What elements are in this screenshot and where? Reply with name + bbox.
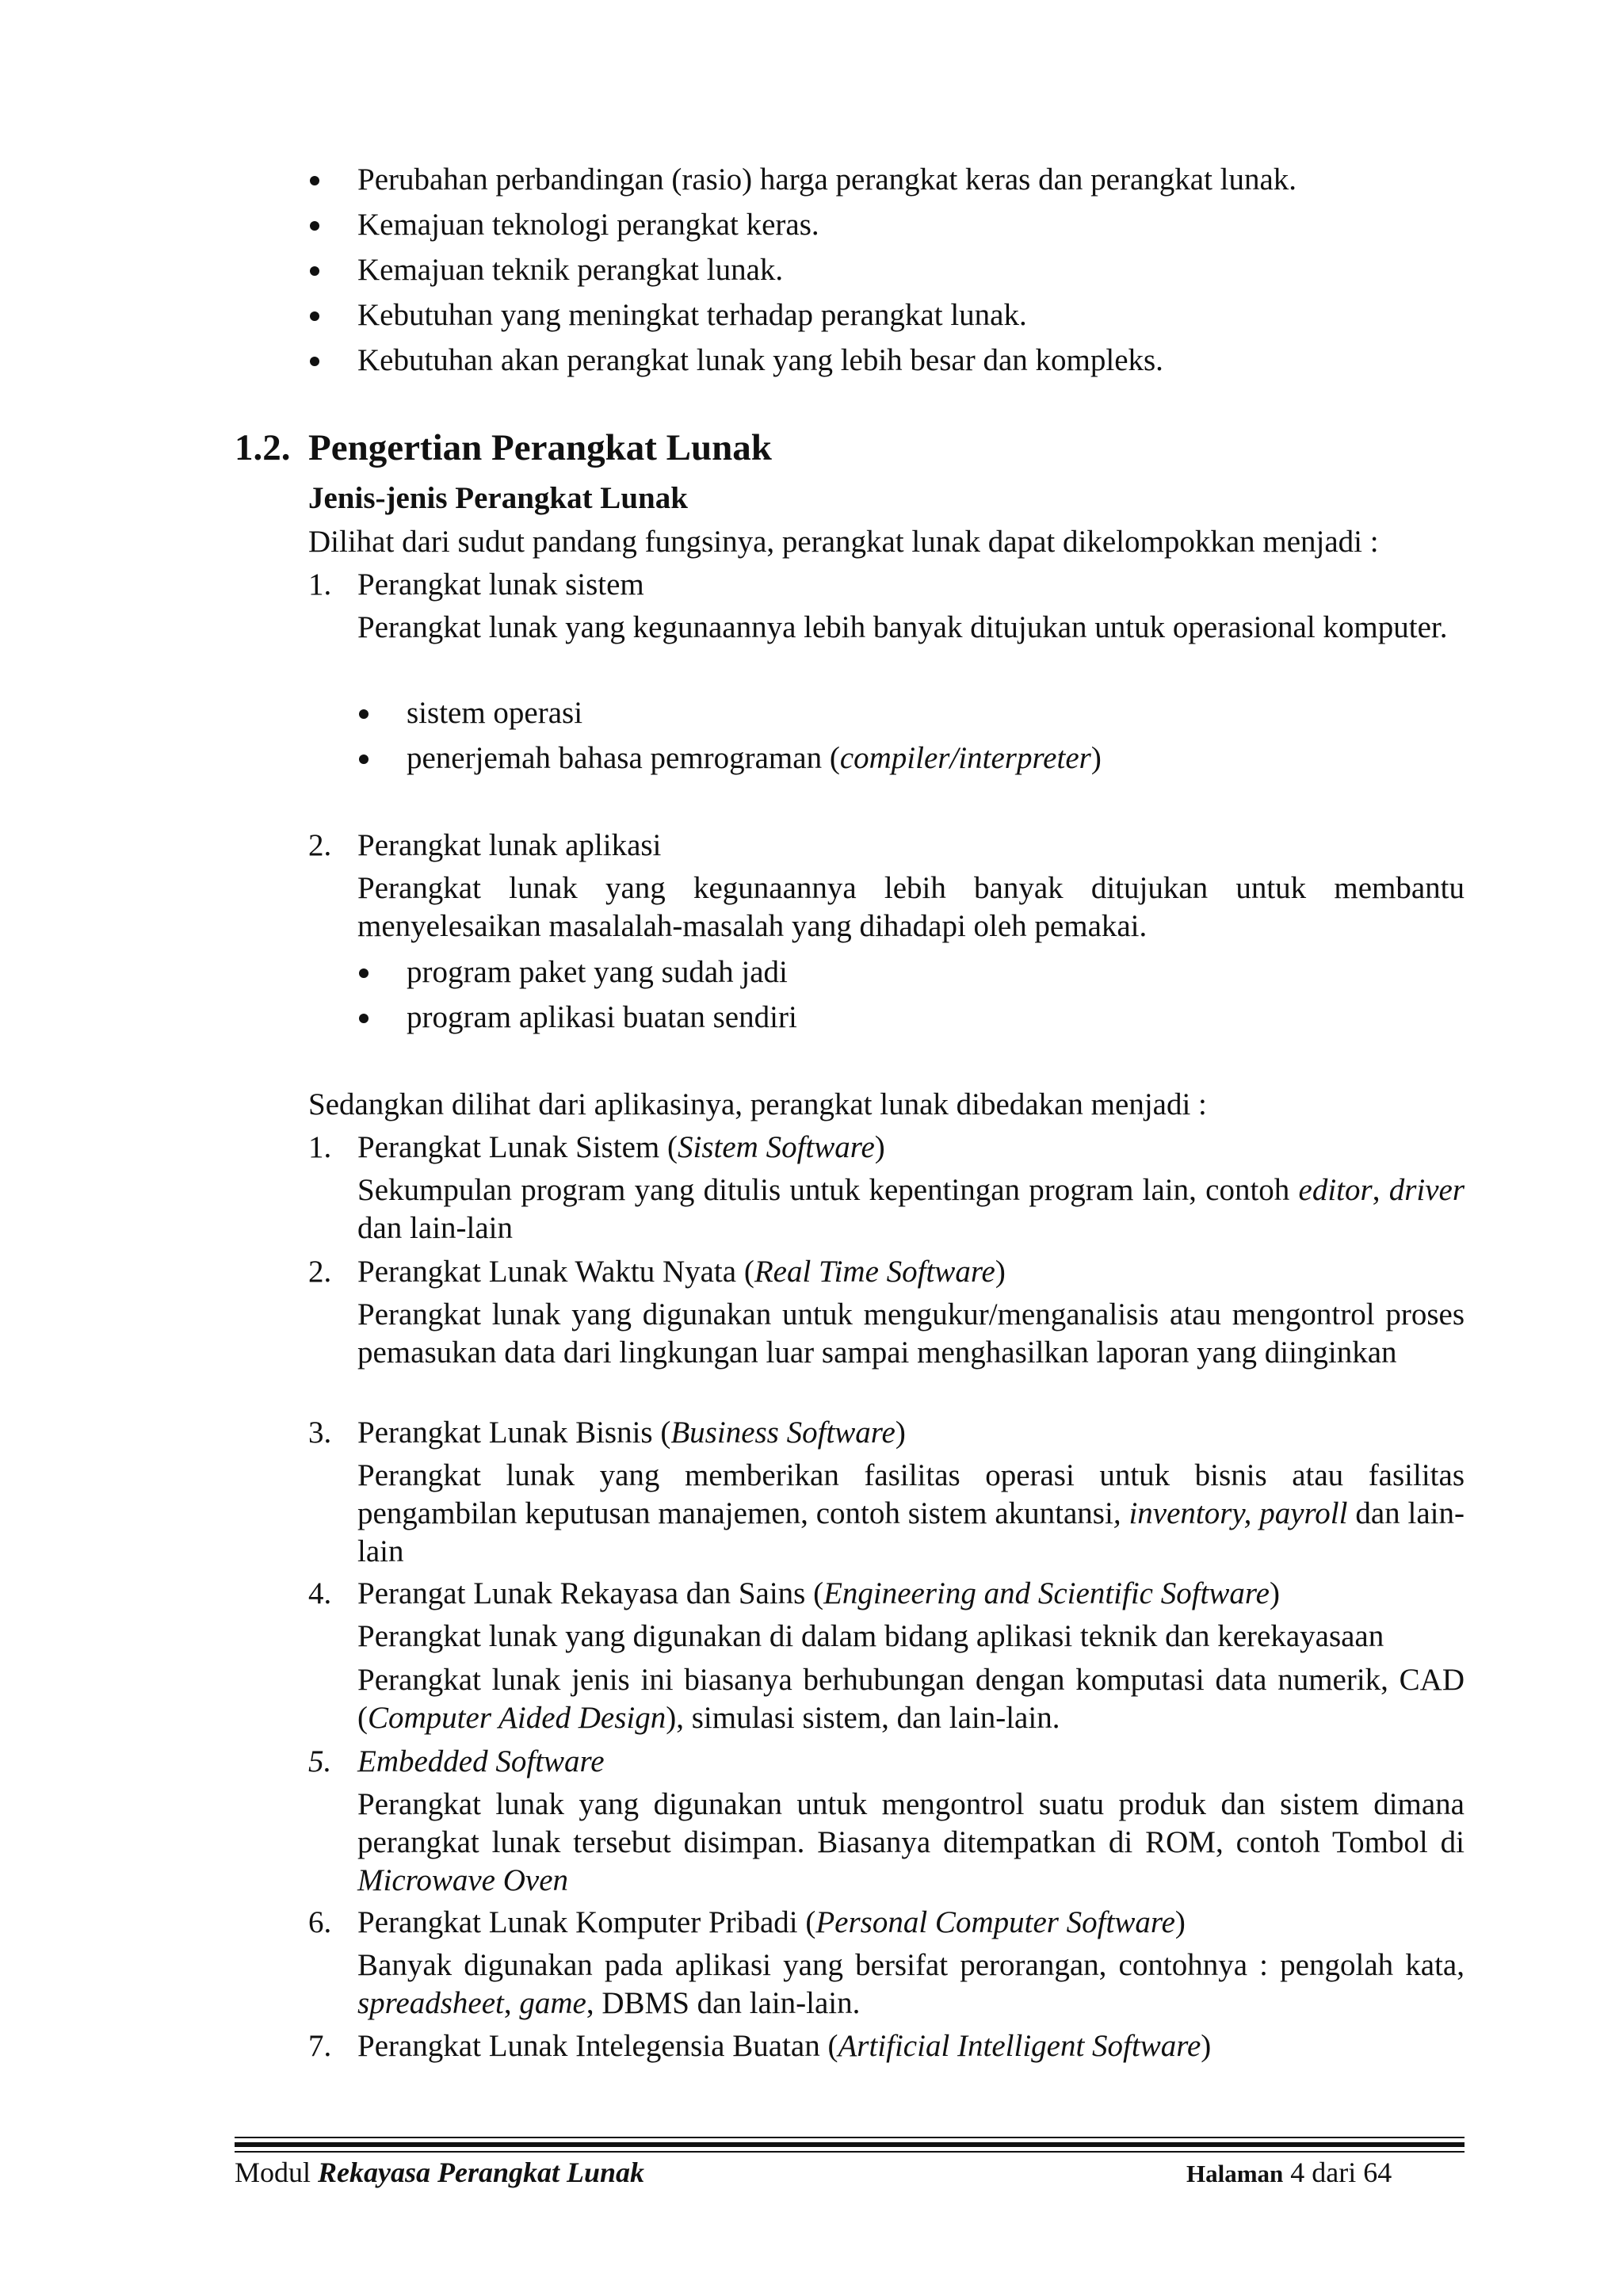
footer-module: Modul Rekayasa Perangkat Lunak xyxy=(235,2157,645,2188)
list-number: 5. xyxy=(308,1744,332,1778)
list-item-description: Perangkat lunak yang kegunaannya lebih banyak ditujukan untuk operasional komputer. xyxy=(357,610,1448,644)
list-item-description: Perangkat lunak yang digunakan di dalam bidang aplikasi teknik dan kerekayasaan xyxy=(357,1619,1384,1653)
list-item: sistem operasi xyxy=(407,696,583,730)
list-item: program aplikasi buatan sendiri xyxy=(407,1000,797,1034)
section-title: Pengertian Perangkat Lunak xyxy=(308,427,772,468)
list-item-description: Banyak digunakan pada aplikasi yang bersifat perorangan, contohnya : pengolah kata, spreadsheet, game, DBMS dan lain-lain. xyxy=(357,1948,1465,2020)
list-item-description: Perangkat lunak yang kegunaannya lebih banyak ditujukan untuk membantu menyelesaikan masalalah-masalah yang dihadapi oleh pemakai. xyxy=(357,871,1465,943)
list-item-description: Perangkat lunak yang digunakan untuk mengontrol suatu produk dan sistem dimana perangkat lunak tersebut disimpan. Biasanya ditempatkan di ROM, contoh Tombol di Microwave Oven xyxy=(357,1787,1465,1897)
footer-page-number: Halaman 4 dari 64 xyxy=(1186,2157,1392,2188)
list-number: 7. xyxy=(308,2029,332,2063)
list-item: Perubahan perbandingan (rasio) harga perangkat keras dan perangkat lunak. xyxy=(357,162,1297,197)
list-number: 6. xyxy=(308,1905,332,1939)
list-item-description: Perangkat lunak yang digunakan untuk mengukur/menganalisis atau mengontrol proses pemasukan data dari lingkungan luar sampai menghasilkan laporan yang diinginkan xyxy=(357,1297,1465,1370)
bullet-dot xyxy=(359,709,369,719)
list-number: 4. xyxy=(308,1576,332,1610)
section-number: 1.2. xyxy=(235,427,291,468)
footer-rule xyxy=(235,2137,1465,2138)
list-item-description: Perangkat lunak yang memberikan fasilitas operasi untuk bisnis atau fasilitas pengambilan keputusan manajemen, contoh sistem akuntansi, inventory, payroll dan lain-lain xyxy=(357,1458,1465,1568)
list-item: Kemajuan teknik perangkat lunak. xyxy=(357,253,784,287)
list-item: Kebutuhan yang meningkat terhadap perangkat lunak. xyxy=(357,298,1027,332)
intro-paragraph: Dilihat dari sudut pandang fungsinya, perangkat lunak dapat dikelompokkan menjadi : xyxy=(308,525,1379,559)
list-number: 3. xyxy=(308,1415,332,1450)
intro-paragraph: Sedangkan dilihat dari aplikasinya, perangkat lunak dibedakan menjadi : xyxy=(308,1087,1207,1121)
list-number: 1. xyxy=(308,1130,332,1164)
bullet-dot xyxy=(310,311,319,321)
list-item-title: Perangkat Lunak Bisnis (Business Software) xyxy=(357,1415,906,1450)
list-item-title: Perangkat Lunak Komputer Pribadi (Personal Computer Software) xyxy=(357,1905,1186,1939)
bullet-dot xyxy=(310,357,319,366)
bullet-dot xyxy=(359,1014,369,1023)
bullet-dot xyxy=(359,968,369,978)
section-subtitle: Jenis-jenis Perangkat Lunak xyxy=(308,481,688,515)
list-item: Kebutuhan akan perangkat lunak yang lebih besar dan kompleks. xyxy=(357,343,1163,377)
bullet-dot xyxy=(310,176,319,185)
list-item-title: Embedded Software xyxy=(357,1744,605,1778)
list-number: 2. xyxy=(308,1255,332,1289)
list-item-title: Perangkat lunak aplikasi xyxy=(357,828,662,862)
list-item: Kemajuan teknologi perangkat keras. xyxy=(357,208,819,242)
list-item-title: Perangkat Lunak Intelegensia Buatan (Artificial Intelligent Software) xyxy=(357,2029,1212,2063)
list-item-title: Perangkat lunak sistem xyxy=(357,567,644,602)
list-item: program paket yang sudah jadi xyxy=(407,955,788,989)
bullet-dot xyxy=(310,221,319,231)
list-number: 2. xyxy=(308,828,332,862)
list-item-description: Sekumpulan program yang ditulis untuk kepentingan program lain, contoh editor, driver dan lain-lain xyxy=(357,1173,1465,1245)
footer-rule xyxy=(235,2142,1465,2147)
bullet-dot xyxy=(359,755,369,764)
footer-rule xyxy=(235,2151,1465,2153)
bullet-dot xyxy=(310,266,319,276)
list-number: 1. xyxy=(308,567,332,602)
list-item-title: Perangkat Lunak Sistem (Sistem Software) xyxy=(357,1130,885,1164)
list-item-description: Perangkat lunak jenis ini biasanya berhubungan dengan komputasi data numerik, CAD (Computer Aided Design), simulasi sistem, dan lain-lain. xyxy=(357,1663,1465,1735)
list-item-title: Perangat Lunak Rekayasa dan Sains (Engineering and Scientific Software) xyxy=(357,1576,1280,1610)
list-item-title: Perangkat Lunak Waktu Nyata (Real Time Software) xyxy=(357,1255,1006,1289)
list-item: penerjemah bahasa pemrograman (compiler/interpreter) xyxy=(407,741,1102,775)
